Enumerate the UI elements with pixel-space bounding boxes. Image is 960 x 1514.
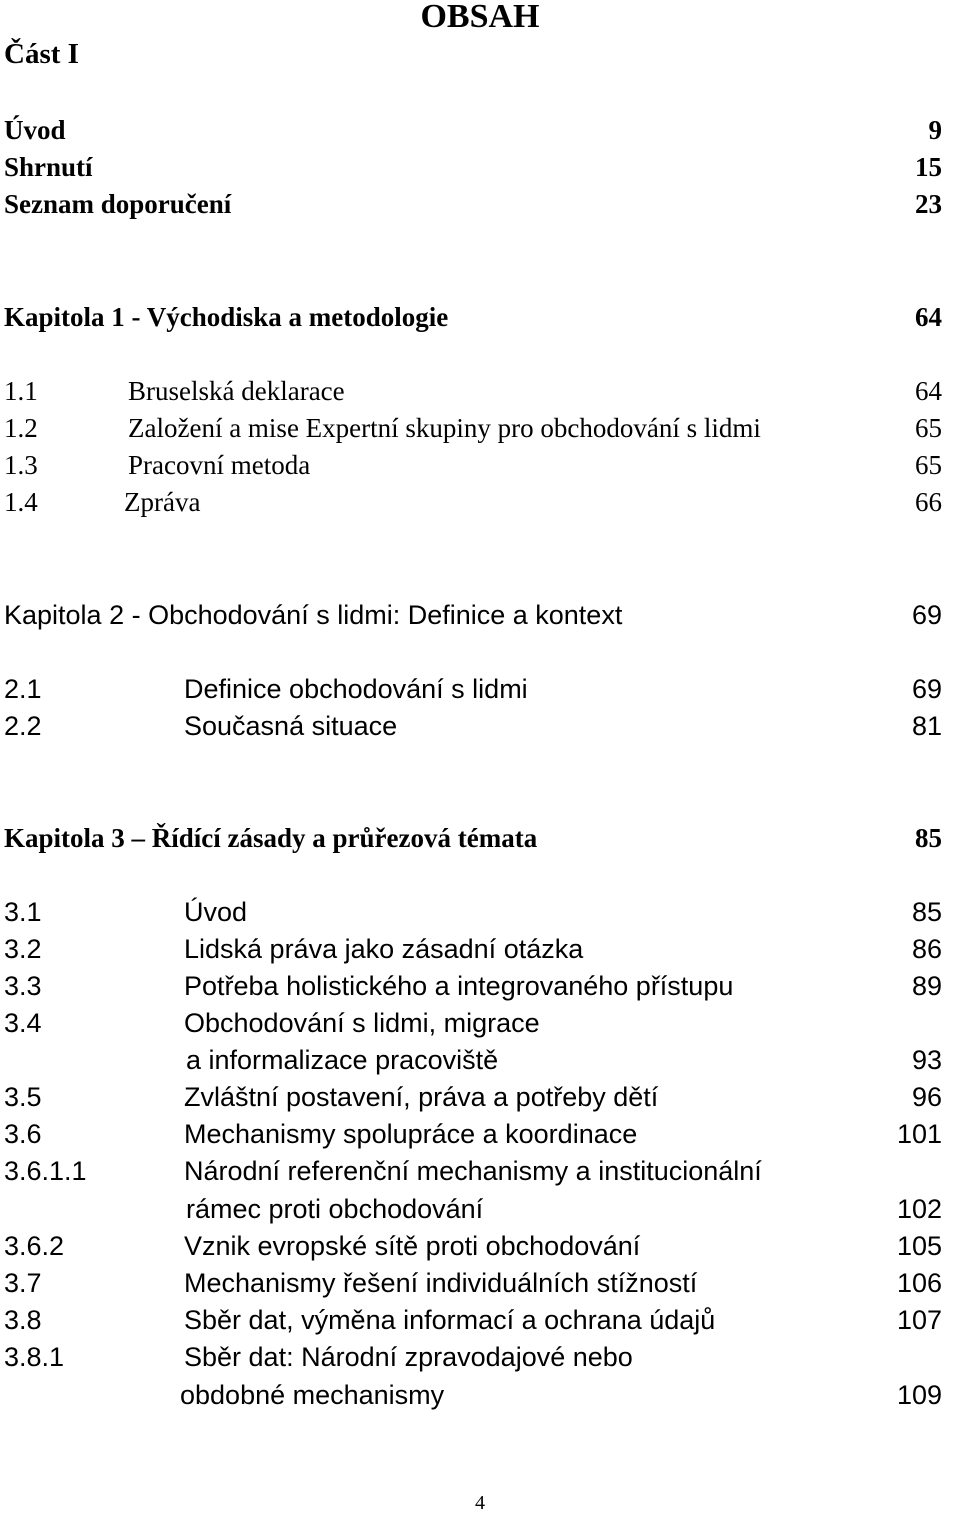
toc-entry-seznam-doporuceni[interactable]	[0, 186, 960, 223]
toc-entry-3-1[interactable]	[0, 894, 960, 931]
toc-page: 65	[915, 450, 942, 480]
toc-page: 85	[915, 823, 942, 853]
toc-page: 101	[896, 1119, 942, 1149]
toc-label: Definice obchodování s lidmi	[184, 674, 528, 704]
section-number: 3.5	[4, 1082, 42, 1112]
toc-label: Současná situace	[184, 711, 398, 741]
toc-page: 69	[911, 600, 942, 630]
toc-entry-3-4-continued[interactable]	[0, 1042, 960, 1079]
toc-page: 86	[911, 934, 942, 964]
toc-label: Seznam doporučení	[4, 189, 232, 219]
toc-page: 23	[915, 189, 942, 219]
toc-page: 66	[915, 487, 942, 517]
toc-label: Národní referenční mechanismy a institucionální	[184, 1156, 762, 1186]
toc-label: Mechanismy spolupráce a koordinace	[184, 1119, 638, 1149]
section-number: 3.2	[4, 934, 42, 964]
toc-entry-uvod[interactable]	[0, 112, 960, 149]
section-number: 3.8.1	[4, 1342, 65, 1372]
toc-page: 69	[911, 674, 942, 704]
toc-label: Shrnutí	[4, 152, 93, 182]
toc-label-continued: obdobné mechanismy	[180, 1380, 445, 1410]
toc-label: Zpráva	[124, 487, 201, 517]
toc-entry-2-1[interactable]	[0, 671, 960, 708]
toc-chapter-3[interactable]	[0, 820, 960, 857]
toc-page: 15	[915, 152, 942, 182]
toc-label: Sběr dat: Národní zpravodajové nebo	[184, 1342, 633, 1372]
section-number: 1.4	[4, 487, 38, 517]
section-number: 3.6.2	[4, 1231, 65, 1261]
section-number: 3.6.1.1	[4, 1156, 87, 1186]
toc-label: Vznik evropské sítě proti obchodování	[184, 1231, 641, 1261]
part-heading: Část I	[4, 38, 79, 70]
section-number: 2.1	[4, 674, 42, 704]
toc-entry-3-6-1-1-continued[interactable]	[0, 1191, 960, 1228]
page-number: 4	[475, 1492, 485, 1514]
toc-label: Lidská práva jako zásadní otázka	[184, 934, 584, 964]
toc-entry-3-6-2[interactable]	[0, 1228, 960, 1265]
toc-page: 102	[896, 1194, 942, 1224]
chapter-title: Kapitola 3 – Řídící zásady a průřezová témata	[4, 823, 538, 853]
toc-label: Zvláštní postavení, práva a potřeby dětí	[184, 1082, 659, 1112]
toc-label-continued: rámec proti obchodování	[186, 1194, 484, 1224]
toc-page: 107	[896, 1305, 942, 1335]
toc-entry-2-2[interactable]	[0, 708, 960, 745]
toc-entry-3-6-1-1[interactable]	[0, 1153, 960, 1190]
section-number: 2.2	[4, 711, 42, 741]
toc-entry-shrnuti[interactable]	[0, 149, 960, 186]
toc-entry-3-3[interactable]	[0, 968, 960, 1005]
toc-label: Úvod	[4, 115, 66, 145]
toc-entry-1-2[interactable]	[0, 410, 960, 447]
toc-page: 85	[911, 897, 942, 927]
toc-label: Založení a mise Expertní skupiny pro obchodování s lidmi	[128, 413, 761, 443]
toc-entry-1-3[interactable]	[0, 447, 960, 484]
toc-label: Bruselská deklarace	[128, 376, 345, 406]
toc-entry-1-4[interactable]	[0, 484, 960, 521]
toc-page: 93	[911, 1045, 942, 1075]
toc-entry-1-1[interactable]	[0, 373, 960, 410]
section-number: 3.3	[4, 971, 42, 1001]
toc-entry-3-5[interactable]	[0, 1079, 960, 1116]
section-number: 3.6	[4, 1119, 42, 1149]
toc-entry-3-7[interactable]	[0, 1265, 960, 1302]
toc-page: 96	[911, 1082, 942, 1112]
toc-entry-3-6[interactable]	[0, 1116, 960, 1153]
page-title: OBSAH	[420, 0, 540, 35]
toc-label: Sběr dat, výměna informací a ochrana údajů	[184, 1305, 716, 1335]
toc-page: 106	[896, 1268, 942, 1298]
toc-page: 89	[911, 971, 942, 1001]
toc-label: Obchodování s lidmi, migrace	[184, 1008, 540, 1038]
toc-page: 9	[928, 115, 942, 145]
section-number: 1.2	[4, 413, 38, 443]
toc-page: 109	[896, 1380, 942, 1410]
toc-page: 105	[896, 1231, 942, 1261]
toc-page: 64	[915, 376, 942, 406]
toc-label: Úvod	[184, 897, 248, 927]
toc-page: 64	[915, 302, 942, 332]
toc-entry-3-8-1-continued[interactable]	[0, 1377, 960, 1414]
toc-label: Potřeba holistického a integrovaného přístupu	[184, 971, 734, 1001]
toc-entry-3-2[interactable]	[0, 931, 960, 968]
chapter-title: Kapitola 2 - Obchodování s lidmi: Definice a kontext	[4, 600, 623, 630]
section-number: 3.7	[4, 1268, 42, 1298]
toc-page: 65	[915, 413, 942, 443]
toc-label-continued: a informalizace pracoviště	[186, 1045, 499, 1075]
toc-entry-3-8-1[interactable]	[0, 1339, 960, 1376]
toc-chapter-2[interactable]	[0, 597, 960, 634]
section-number: 3.4	[4, 1008, 42, 1038]
section-number: 3.1	[4, 897, 42, 927]
chapter-title: Kapitola 1 - Východiska a metodologie	[4, 302, 449, 332]
toc-entry-3-4[interactable]	[0, 1005, 960, 1042]
toc-page: 81	[911, 711, 942, 741]
toc-label: Pracovní metoda	[128, 450, 311, 480]
section-number: 1.3	[4, 450, 38, 480]
toc-entry-3-8[interactable]	[0, 1302, 960, 1339]
section-number: 3.8	[4, 1305, 42, 1335]
section-number: 1.1	[4, 376, 38, 406]
toc-label: Mechanismy řešení individuálních stížností	[184, 1268, 698, 1298]
toc-chapter-1[interactable]	[0, 299, 960, 336]
